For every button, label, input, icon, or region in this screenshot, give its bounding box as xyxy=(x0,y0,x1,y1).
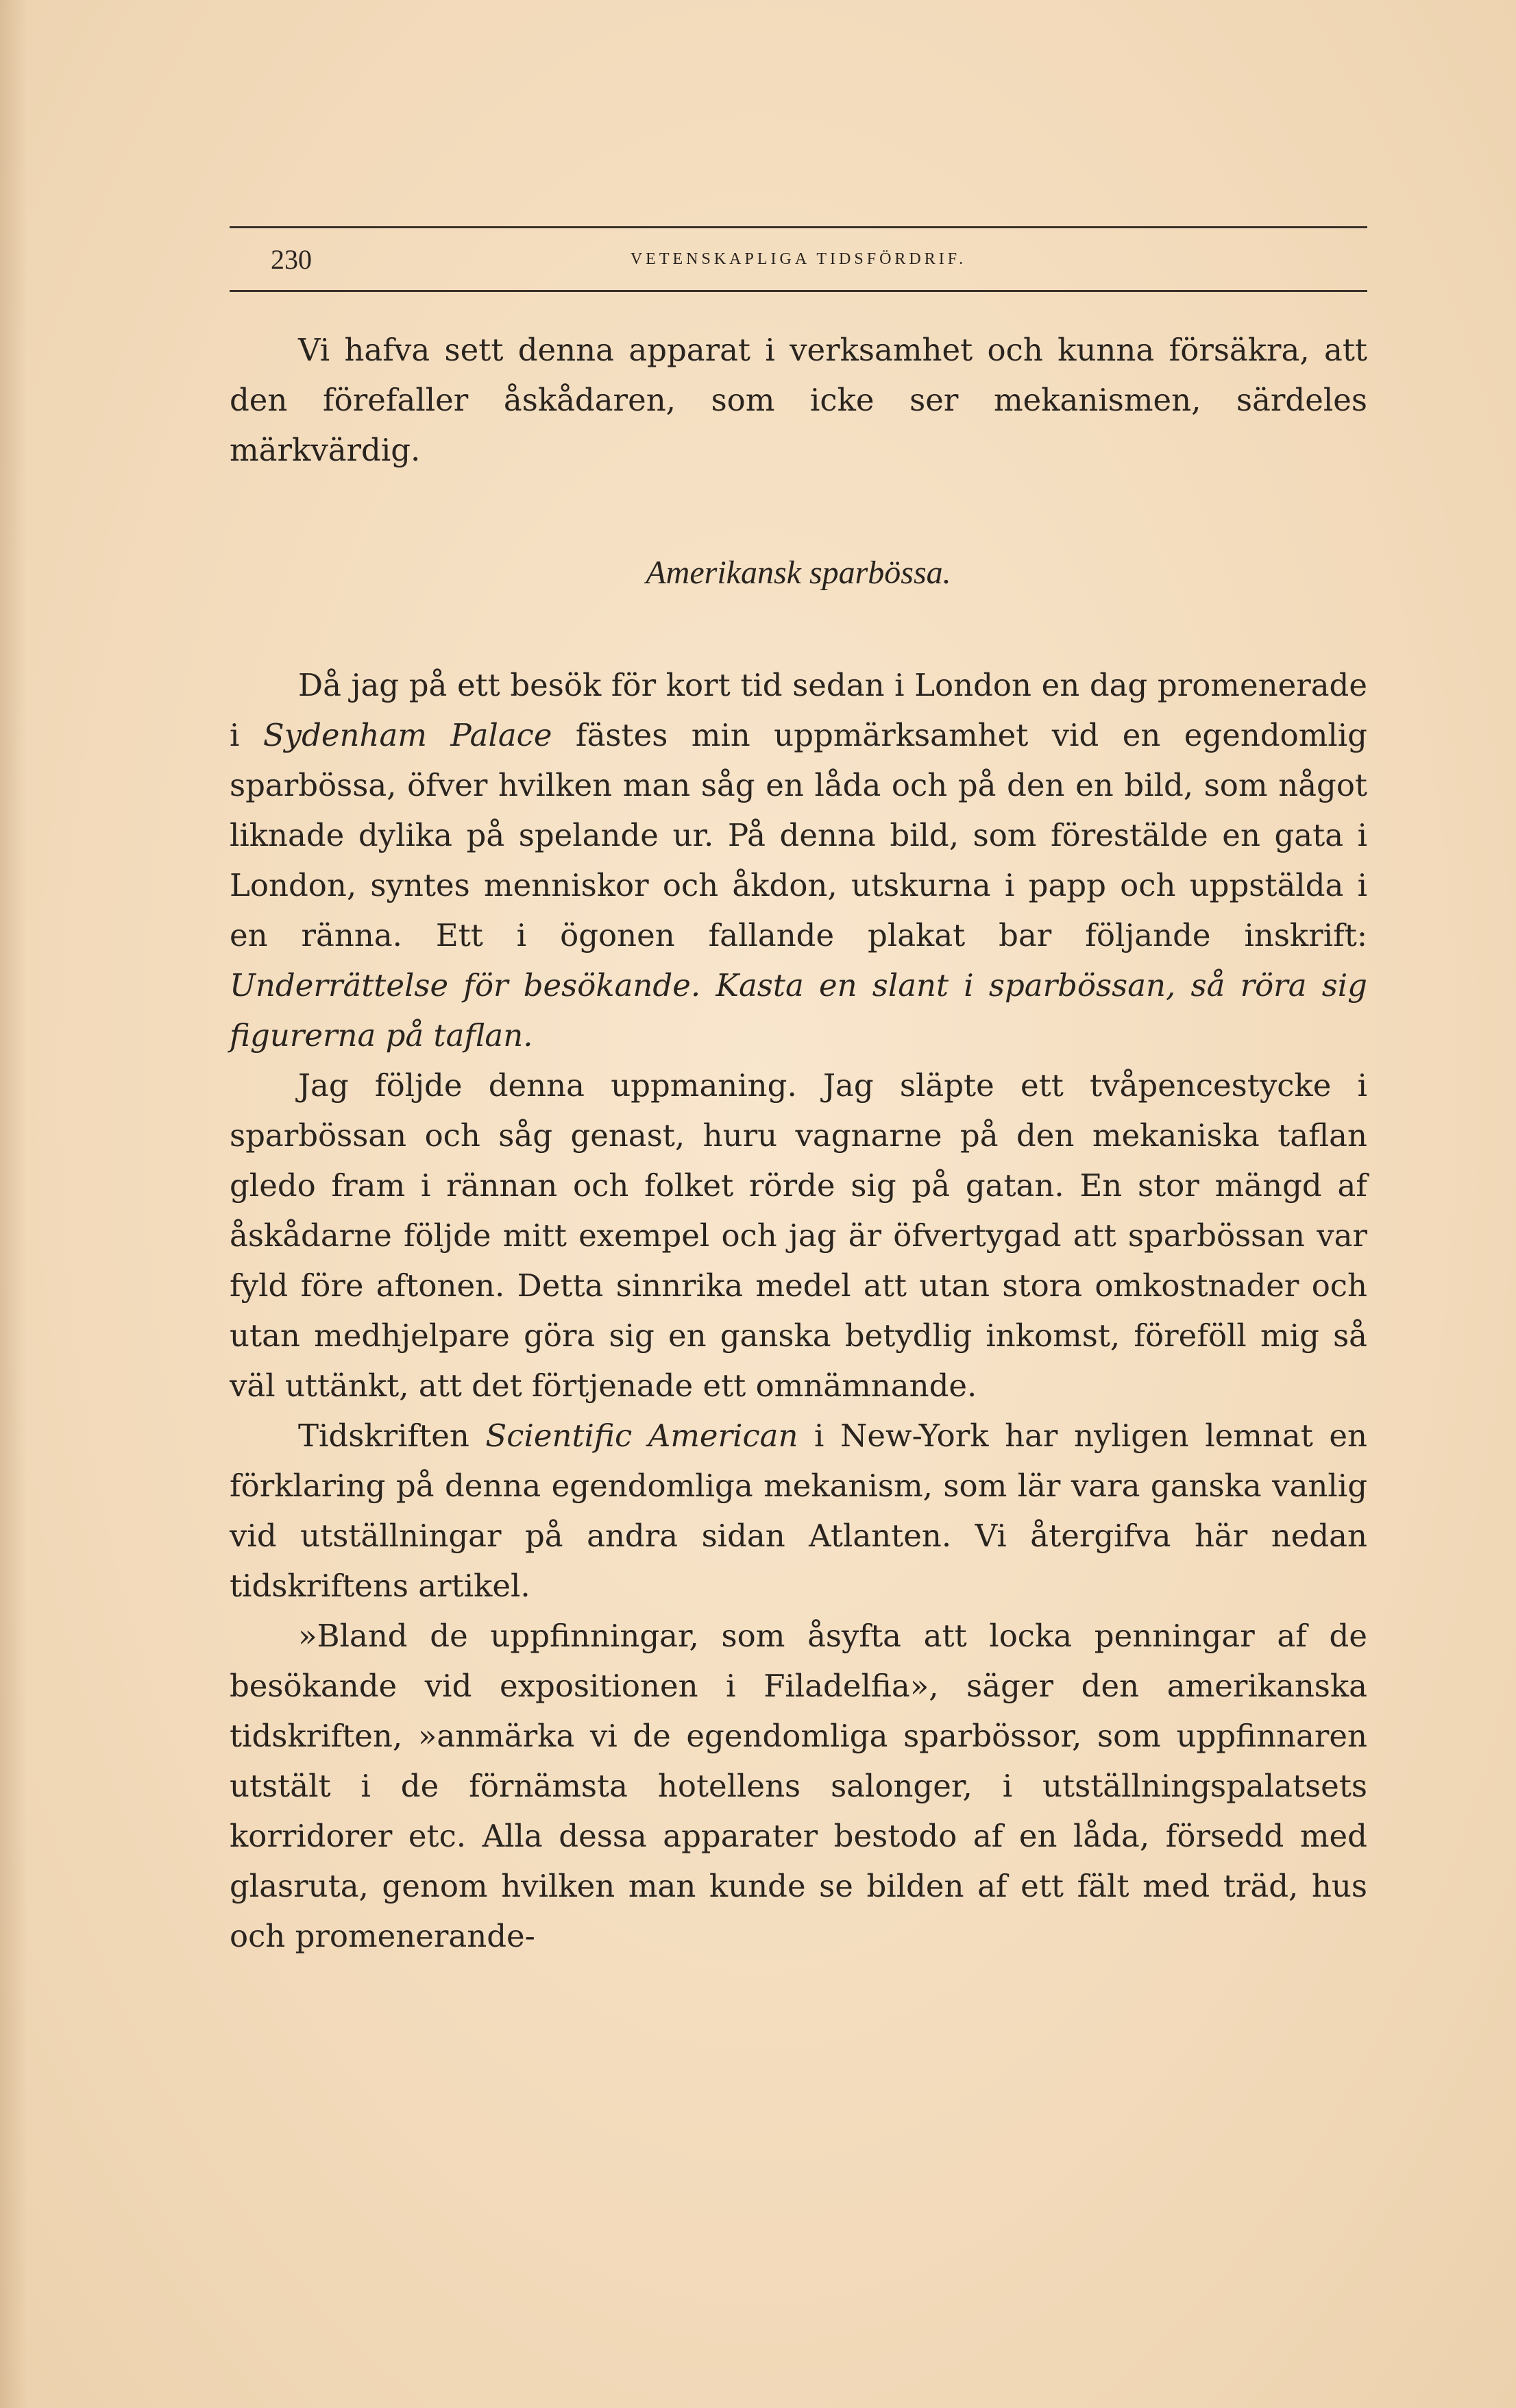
paragraph-1-text-a: Då jag på ett besök för kort tid sedan i London en dag promenerade i xyxy=(230,667,1367,753)
journal-title: VETENSKAPLIGA TIDSFÖRDRIF. xyxy=(630,250,967,268)
placard-inscription: Underrättelse för besökande. Kasta en slant i sparbössan, så röra sig figurerna på taflan. xyxy=(230,967,1367,1054)
running-head xyxy=(230,228,1367,290)
paragraph-3 xyxy=(230,1411,1367,1611)
page-edge-shadow xyxy=(0,0,27,2408)
paragraph-4: »Bland de uppfinningar, som åsyfta att locka penningar af de besökande vid expositionen i Filadelfia», säger den amerikanska tidskriften, »anmärka vi de egendomliga sparbössor, som uppfinnaren utstält i de förnämsta hotellens salonger, i utställningspalatsets korridorer etc. Alla dessa apparater bestodo af en låda, försedd med glasruta, genom hvilken man kunde se bilden af ett fält med träd, hus och promenerande- xyxy=(230,1618,1367,1954)
paragraph-3-text-a: Tidskriften xyxy=(298,1418,486,1454)
paragraph-3-text-b: i New-York har nyligen lemnat en förklaring på denna egendomliga mekanism, som lär vara ganska vanlig vid utställningar på andra sidan Atlanten. Vi återgifva här nedan tidskriftens artikel. xyxy=(230,1418,1367,1604)
page-text-block xyxy=(230,226,1367,1961)
page-number: 230 xyxy=(271,243,312,275)
paragraph-2: Jag följde denna uppmaning. Jag släpte ett tvåpencestycke i sparbössan och såg genast, huru vagnarne på den mekaniska taflan gledo fram i rännan och folket rörde sig på gatan. En stor mängd af åskådarne följde mitt exempel och jag är öfvertygad att sparbössan var fyld före aftonen. Detta sinnrika medel att utan stora omkostnader och utan medhjelpare göra sig en ganska betydlig inkomst, föreföll mig så väl uttänkt, att det förtjenade ett omnämnande. xyxy=(230,1067,1367,1404)
paragraph-1 xyxy=(230,660,1367,1060)
scientific-american-italic: Scientific American xyxy=(485,1418,798,1454)
section-heading: Amerikansk sparbössa. xyxy=(646,555,951,591)
paragraph-1-text-b: fästes min uppmärksamhet vid en egendomlig sparbössa, öfver hvilken man såg en låda och på den en bild, som något liknade dylika på spelande ur. På denna bild, som förestälde en gata i London, syntes menniskor och åkdon, utskurna i papp och uppstälda i en ränna. Ett i ögonen fallande plakat bar följande inskrift: xyxy=(230,717,1367,953)
sydenham-palace-italic: Sydenham Palace xyxy=(262,717,552,753)
intro-paragraph: Vi hafva sett denna apparat i verksamhet och kunna försäkra, att den förefaller åskådaren, som icke ser mekanismen, särdeles märkvärdig. xyxy=(230,332,1367,468)
